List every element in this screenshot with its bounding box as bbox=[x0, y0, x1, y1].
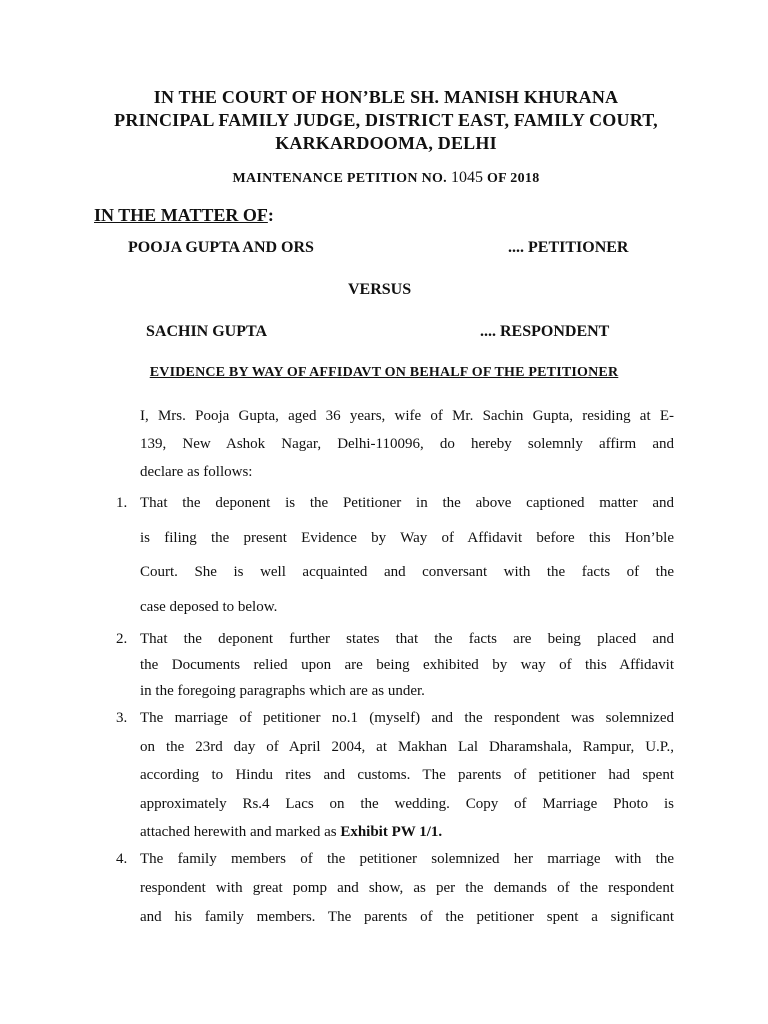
paragraph-line: case deposed to below. bbox=[140, 598, 278, 615]
court-title-line-3: KARKARDOOMA, DELHI bbox=[275, 133, 497, 153]
paragraph-line-with-exhibit bbox=[140, 818, 674, 847]
paragraph-number: 2. bbox=[116, 631, 128, 647]
respondent-role: .... RESPONDENT bbox=[480, 323, 610, 340]
paragraph-line: approximately Rs.4 Lacs on the wedding. Copy of Marriage Photo is bbox=[140, 795, 674, 812]
petition-number: 1045 bbox=[450, 169, 483, 186]
paragraph-line: Court. She is well acquainted and conversant with the facts of the bbox=[140, 564, 674, 580]
paragraph-line: the Documents relied upon are being exhibited by way of this Affidavit bbox=[140, 657, 674, 673]
court-title-line-1: IN THE COURT OF HON’BLE SH. MANISH KHURANA bbox=[153, 87, 619, 107]
respondent-name: SACHIN GUPTA bbox=[146, 323, 268, 340]
intro-paragraph bbox=[140, 402, 674, 486]
intro-line: 139, New Ashok Nagar, Delhi-110096, do hereby solemnly affirm and bbox=[140, 436, 674, 452]
intro-line: I, Mrs. Pooja Gupta, aged 36 years, wife of Mr. Sachin Gupta, residing at E- bbox=[140, 408, 674, 424]
petition-number-line bbox=[60, 168, 712, 189]
paragraph-line: The family members of the petitioner solemnized her marriage with the bbox=[140, 851, 674, 867]
intro-line: declare as follows: bbox=[140, 464, 253, 480]
matter-label: IN THE MATTER OF bbox=[94, 205, 268, 225]
paragraph-number: 4. bbox=[116, 851, 128, 867]
petition-suffix: OF 2018 bbox=[486, 171, 540, 186]
in-the-matter-of bbox=[94, 204, 274, 226]
paragraph-line: respondent with great pomp and show, as per the demands of the respondent bbox=[140, 880, 674, 896]
court-title bbox=[60, 86, 712, 155]
affidavit-heading: EVIDENCE BY WAY OF AFFIDAVT ON BEHALF OF THE PETITIONER bbox=[149, 365, 619, 380]
paragraph-line: on the 23rd day of April 2004, at Makhan Lal Dharamshala, Rampur, U.P., bbox=[140, 738, 674, 755]
paragraph-4 bbox=[140, 845, 674, 932]
versus-label: VERSUS bbox=[348, 281, 412, 298]
matter-colon: : bbox=[267, 205, 274, 225]
petitioner-role: .... PETITIONER bbox=[508, 239, 629, 256]
paragraph-1 bbox=[140, 486, 674, 624]
court-title-line-2: PRINCIPAL FAMILY JUDGE, DISTRICT EAST, FAMILY COURT, bbox=[114, 110, 658, 130]
petitioner-name: POOJA GUPTA AND ORS bbox=[128, 239, 314, 256]
paragraph-line: The marriage of petitioner no.1 (myself) and the respondent was solemnized bbox=[140, 710, 674, 726]
paragraph-line: That the deponent further states that the facts are being placed and bbox=[140, 631, 674, 647]
paragraph-line: in the foregoing paragraphs which are as under. bbox=[140, 683, 425, 699]
paragraph-2 bbox=[140, 626, 674, 704]
paragraph-3 bbox=[140, 704, 674, 847]
paragraph-number: 3. bbox=[116, 710, 128, 726]
paragraph-number: 1. bbox=[116, 495, 128, 511]
petition-prefix: MAINTENANCE PETITION NO. bbox=[232, 171, 447, 186]
paragraph-line: That the deponent is the Petitioner in the above captioned matter and bbox=[140, 495, 674, 511]
paragraph-line: and his family members. The parents of the petitioner spent a significant bbox=[140, 909, 674, 925]
paragraph-line: attached herewith and marked as bbox=[140, 824, 341, 840]
paragraph-line: is filing the present Evidence by Way of Affidavit before this Hon’ble bbox=[140, 529, 674, 546]
exhibit-reference: Exhibit PW 1/1. bbox=[340, 824, 443, 840]
paragraph-line: according to Hindu rites and customs. The parents of petitioner had spent bbox=[140, 767, 674, 783]
